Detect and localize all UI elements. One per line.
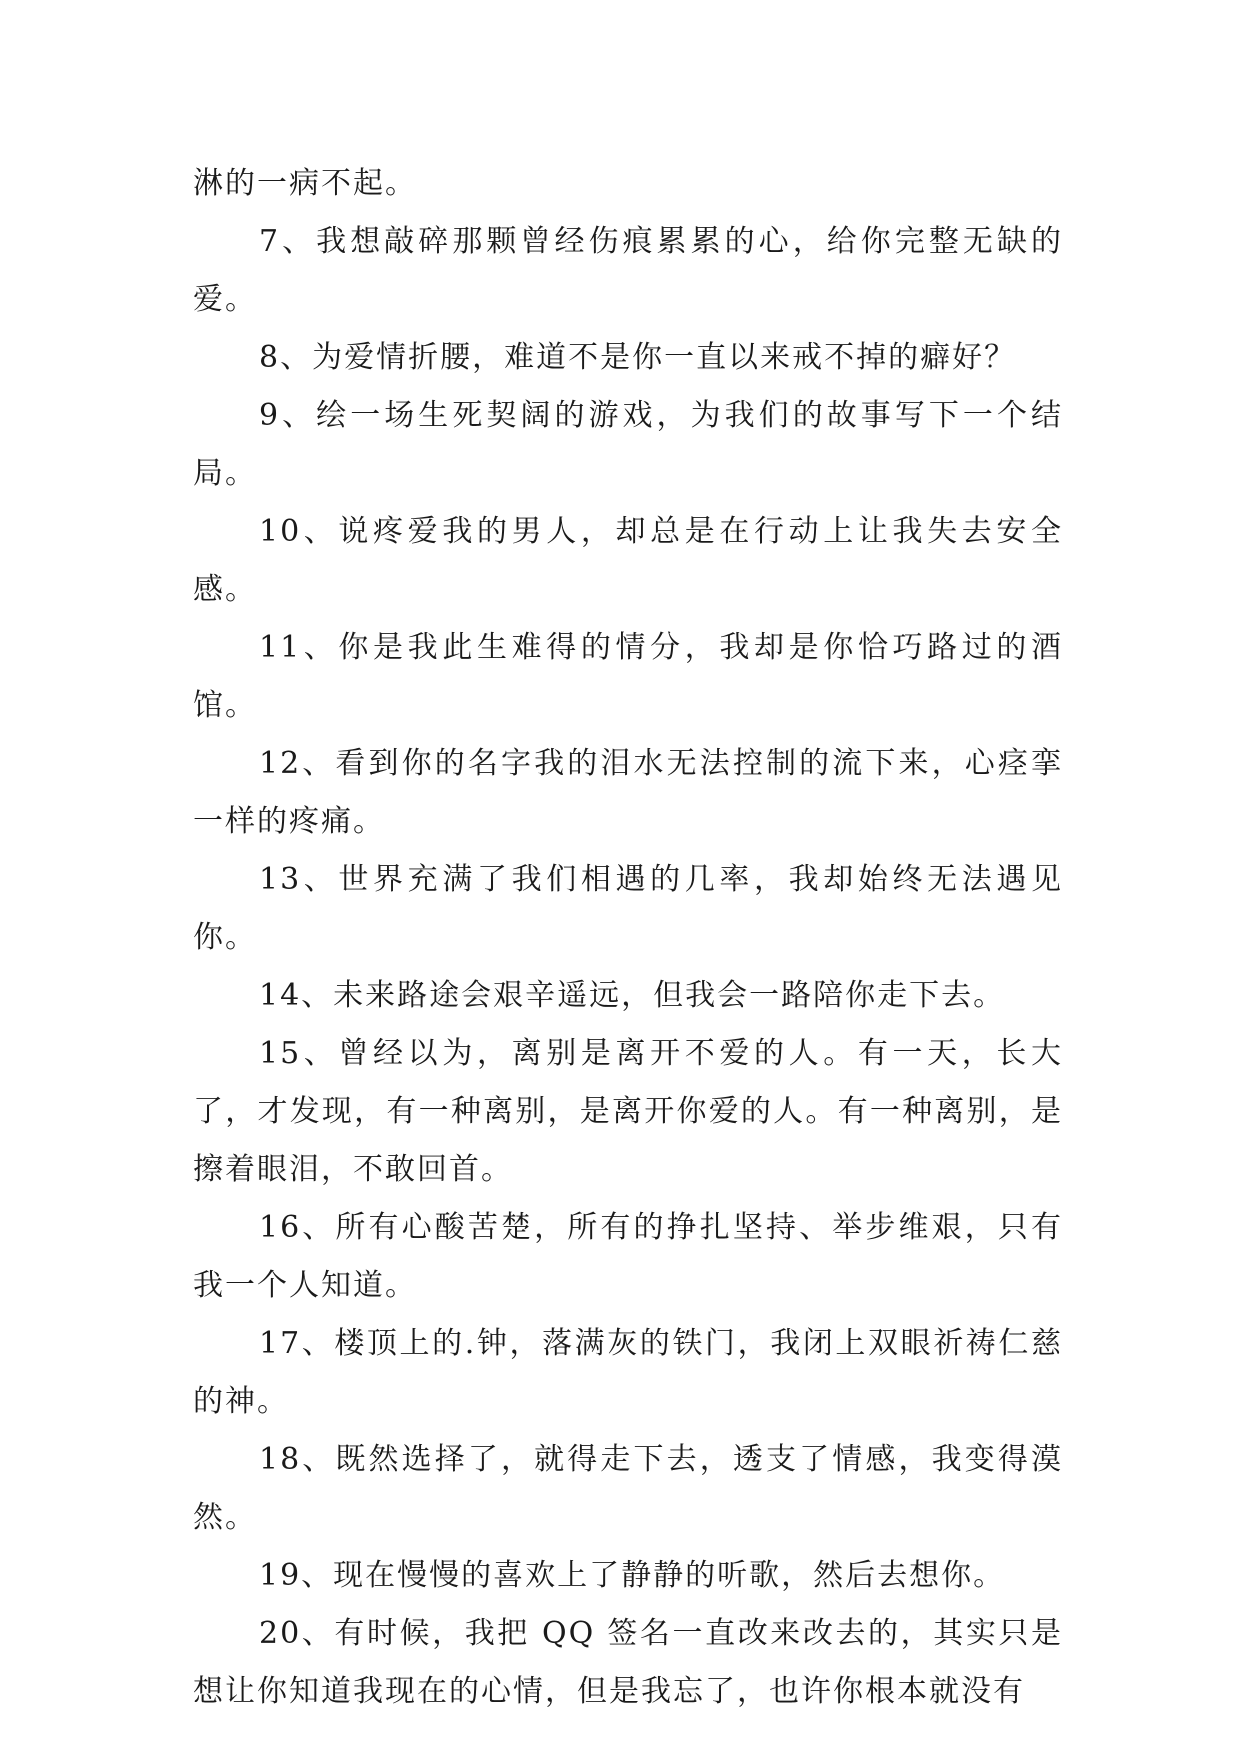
paragraph-19: 19、现在慢慢的喜欢上了静静的听歌，然后去想你。 xyxy=(259,1558,1006,1593)
document-body xyxy=(193,155,1063,1721)
paragraph-12: 12、看到你的名字我的泪水无法控制的流下来，心痉挛一样的疼痛。 xyxy=(193,746,1063,839)
paragraph-10: 10、说疼爱我的男人，却总是在行动上让我失去安全感。 xyxy=(193,514,1063,607)
paragraph-16: 16、所有心酸苦楚，所有的挣扎坚持、举步维艰，只有我一个人知道。 xyxy=(193,1210,1063,1303)
paragraph-7: 7、我想敲碎那颗曾经伤痕累累的心，给你完整无缺的爱。 xyxy=(193,224,1063,317)
paragraph-20: 20、有时候，我把 QQ 签名一直改来改去的，其实只是想让你知道我现在的心情，但是我忘了，也许你根本就没有 xyxy=(193,1616,1063,1709)
paragraph-14: 14、未来路途会艰辛遥远，但我会一路陪你走下去。 xyxy=(259,978,1006,1013)
paragraph-15: 15、曾经以为，离别是离开不爱的人。有一天，长大了，才发现，有一种离别，是离开你爱的人。有一种离别，是擦着眼泪，不敢回首。 xyxy=(193,1036,1063,1187)
paragraph-18: 18、既然选择了，就得走下去，透支了情感，我变得漠然。 xyxy=(193,1442,1063,1535)
paragraph-continuation: 淋的一病不起。 xyxy=(193,166,417,201)
paragraph-9: 9、绘一场生死契阔的游戏，为我们的故事写下一个结局。 xyxy=(193,398,1063,491)
paragraph-13: 13、世界充满了我们相遇的几率，我却始终无法遇见你。 xyxy=(193,862,1063,955)
paragraph-11: 11、你是我此生难得的情分，我却是你恰巧路过的酒馆。 xyxy=(193,630,1063,723)
paragraph-8: 8、为爱情折腰，难道不是你一直以来戒不掉的癖好？ xyxy=(259,340,1017,375)
paragraph-17: 17、楼顶上的.钟，落满灰的铁门，我闭上双眼祈祷仁慈的神。 xyxy=(193,1326,1063,1419)
